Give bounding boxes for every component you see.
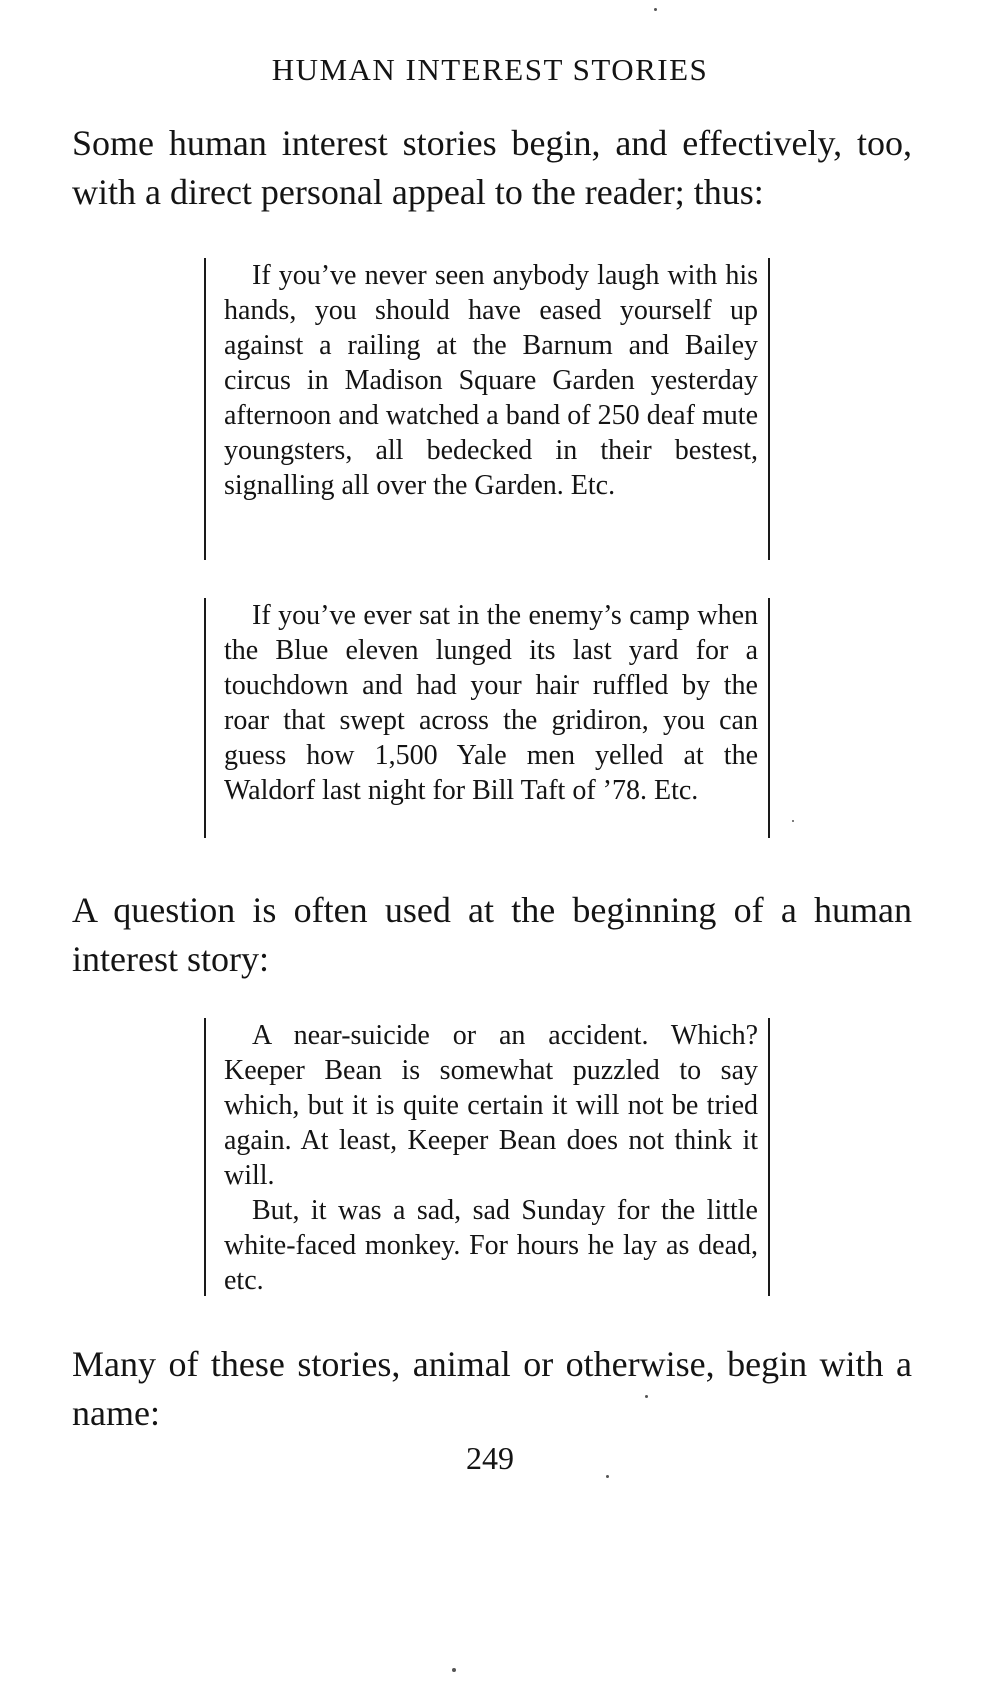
quote-2-paragraph-1: If you’ve ever sat in the enemy’s camp when the Blue eleven lunged its last yard for a touchdown and had your hair ruffled by the roar that swept across the gridiron, you can guess how 1,500 Yale men yelled at the Waldorf last night for Bill Taft of ’78. Etc. — [224, 600, 758, 806]
scan-speck — [606, 1475, 609, 1478]
block-quote-1 — [204, 258, 770, 560]
body-paragraph-1: Some human interest stories begin, and effectively, too, with a direct personal appeal to the reader; thus: — [72, 123, 912, 212]
scan-speck — [452, 1668, 456, 1672]
quote-3-paragraph-2: But, it was a sad, sad Sunday for the little white-faced monkey. For hours he lay as dead, etc. — [224, 1195, 758, 1296]
quote-1-paragraph-1: If you’ve never seen anybody laugh with his hands, you should have eased yourself up against a railing at the Barnum and Bailey circus in Madison Square Garden yesterday afternoon and watched a band of 250 deaf mute youngsters, all bedecked in their bestest, signalling all over the Garden. Etc. — [224, 260, 758, 501]
running-head: HUMAN INTEREST STORIES — [271, 52, 709, 87]
block-quote-2 — [204, 598, 770, 838]
body-paragraph-3: Many of these stories, animal or otherwise, begin with a name: — [72, 1344, 912, 1433]
block-quote-3 — [204, 1018, 770, 1296]
scan-speck — [654, 8, 657, 11]
scan-speck — [645, 1395, 648, 1398]
quote-3-paragraph-1: A near-suicide or an accident. Which? Keeper Bean is somewhat puzzled to say which, but it is quite certain it will not be tried again. At least, Keeper Bean does not think it will. — [224, 1020, 758, 1191]
scan-speck — [792, 820, 794, 822]
body-paragraph-2: A question is often used at the beginning of a human interest story: — [72, 890, 912, 979]
page-number: 249 — [466, 1440, 514, 1476]
